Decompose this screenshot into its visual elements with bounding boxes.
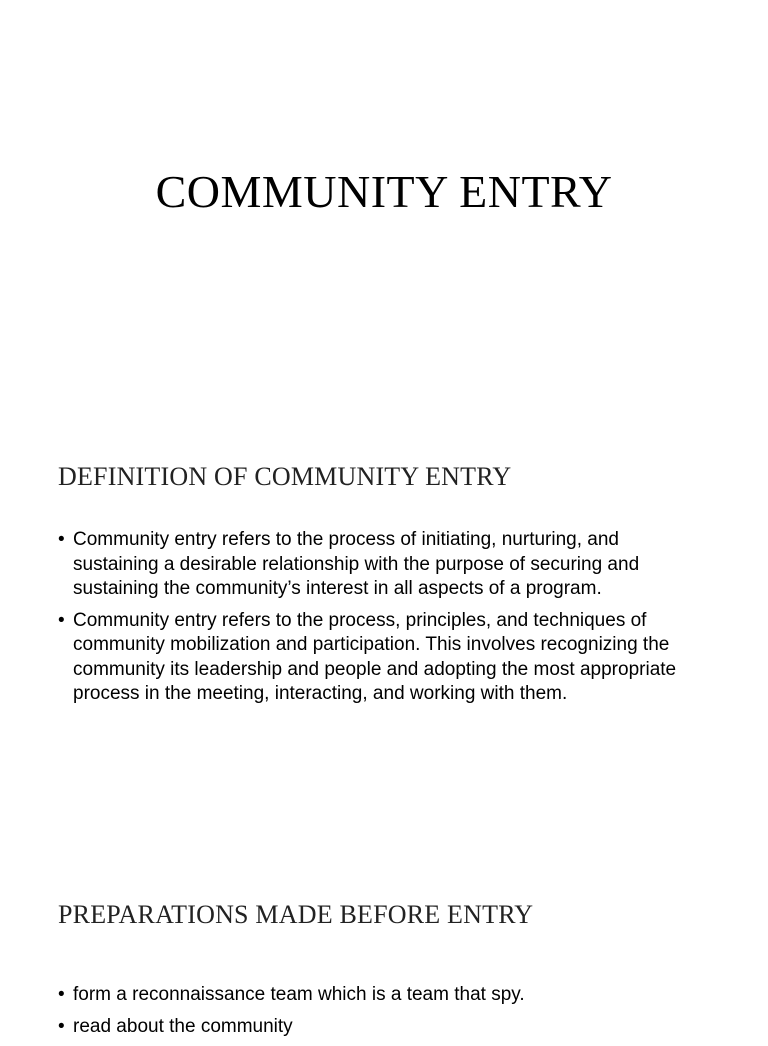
bullet-icon: • [58,984,65,1005]
bullet-icon: • [58,609,65,631]
list-item [58,528,708,602]
bullet-text: Community entry refers to the process of initiating, nurturing, and sustaining a desirable relationship with the purpose of securing and sustaining the community’s interest in all aspects of a program. [73,529,640,599]
page-title: COMMUNITY ENTRY [155,166,613,217]
bullet-icon: • [58,1015,65,1037]
definition-bullet-list [58,528,708,714]
preparations-bullet-list [58,983,708,1046]
definition-heading: DEFINITION OF COMMUNITY ENTRY [58,462,512,491]
bullet-text: Community entry refers to the process, principles, and techniques of community mobilization and participation. This involves recognizing the community its leadership and people and adopting the most appropriate process in the meeting, interacting, and working with them. [73,609,677,704]
list-item [58,609,708,707]
bullet-text: form a reconnaissance team which is a team that spy. [73,984,525,1005]
title-slide [0,0,768,420]
list-item [58,1015,708,1040]
bullet-text: read about the community [73,1015,293,1037]
list-item [58,983,708,1008]
bullet-icon: • [58,529,65,550]
preparations-heading: PREPARATIONS MADE BEFORE ENTRY [58,900,534,929]
